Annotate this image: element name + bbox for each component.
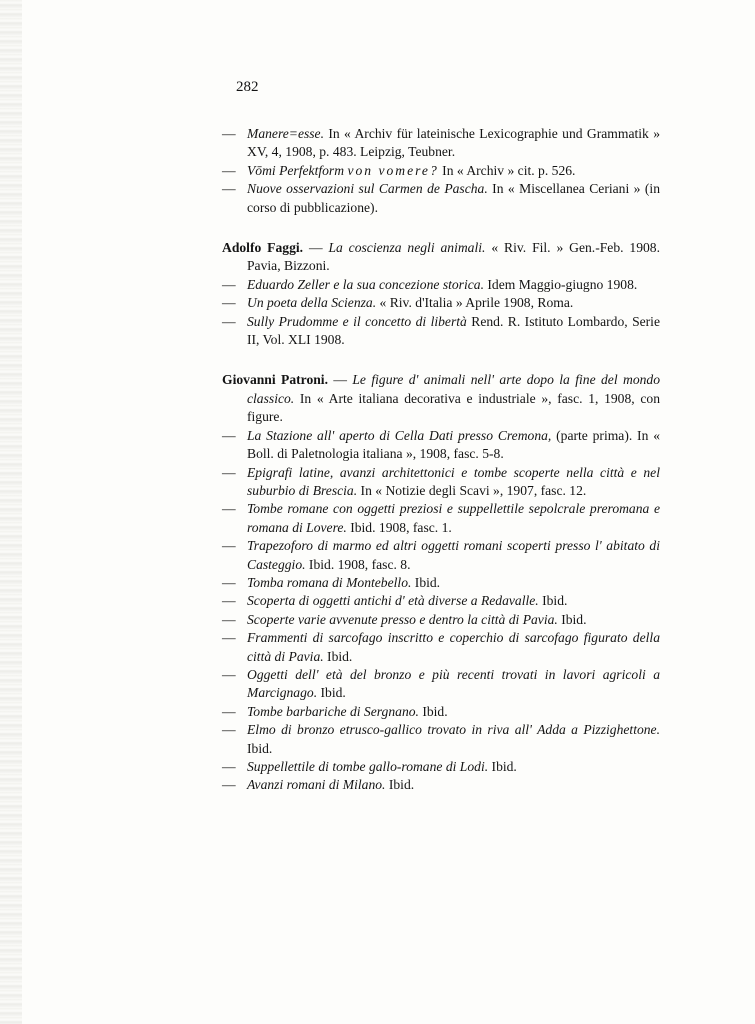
author-name: Giovanni Patroni. [222,372,328,388]
entry-carmen-de-pascha: — Nuove osservazioni sul Carmen de Pascha. In « Miscellanea Ceriani » (in corso di pubblicazione). [222,181,661,215]
entry-manere-esse: — Manere=esse. In « Archiv für lateinische Lexicographie und Grammatik » XV, 4, 1908, p. 483. Leipzig, Teubner. [222,126,660,160]
faggi-entry: — Eduardo Zeller e la sua concezione storica. Idem Maggio-giugno 1908. [222,276,638,292]
patroni-entry: — Tombe barbariche di Sergnano. Ibid. [222,703,448,719]
faggi-first-entry: Adolfo Faggi. — La coscienza negli animali. « Riv. Fil. » Gen.-Feb. 1908. Pavia, Bizzoni. [222,240,660,274]
page-number: 282 [236,79,259,95]
entry-vomi: — Vōmi Perfektform von vomere? In « Archiv » cit. p. 526. [222,162,576,178]
patroni-entry: — Suppellettile di tombe gallo-romane di Lodi. Ibid. [222,759,517,774]
patroni-entry: — Tombe romane con oggetti preziosi e suppellettile sepolcrale preromana e romana di Lovere. Ibid. 1908, fasc. 1. [222,501,660,535]
bibliography-text [222,125,660,795]
author-name: Adolfo Faggi. [222,240,304,256]
patroni-entry: — Oggetti dell' età del bronzo e più recenti trovati in lavori agricoli a Marcignago. Ibid. [222,666,660,701]
patroni-entry: — Scoperta di oggetti antichi d' età diverse a Redavalle. Ibid. [222,593,568,609]
patroni-entry: — Trapezoforo di marmo ed altri oggetti romani scoperti presso l' abitato di Casteggio. Ibid. 1908, fasc. 8. [222,538,660,572]
patroni-entry: — Elmo di bronzo etrusco-gallico trovato in riva all' Adda a Pizzighettone. Ibid. [222,722,660,756]
patroni-entry: — La Stazione all' aperto di Cella Dati presso Cremona, (parte prima). In « Boll. di Paletnologia italiana », 1908, fasc. 5-8. [222,427,660,462]
patroni-entry: — Avanzi romani di Milano. Ibid. [222,777,415,793]
patroni-entry: — Tomba romana di Montebello. Ibid. [222,574,441,590]
patroni-entry: — Scoperte varie avvenute presso e dentro la città di Pavia. Ibid. [222,611,587,627]
faggi-entry: — Un poeta della Scienza. « Riv. d'Italia » Aprile 1908, Roma. [222,295,574,311]
patroni-entry: — Frammenti di sarcofago inscritto e coperchio di sarcofago figurato della città di Pavia. Ibid. [222,630,660,664]
page-edge [0,0,22,1024]
patroni-entry: — Epigrafi latine, avanzi architettonici e tombe scoperte nella città e nel suburbio di Brescia. In « Notizie degli Scavi », 1907, fasc. 12. [222,464,660,498]
patroni-first-entry: Giovanni Patroni. — Le figure d' animali nell' arte dopo la fine del mondo classico. In « Arte italiana decorativa e industriale », fasc. 1, 1908, con figure. [222,372,661,425]
faggi-entry: — Sully Prudomme e il concetto di libertà Rend. R. Istituto Lombardo, Serie II, Vol. XLI 1908. [222,313,660,348]
